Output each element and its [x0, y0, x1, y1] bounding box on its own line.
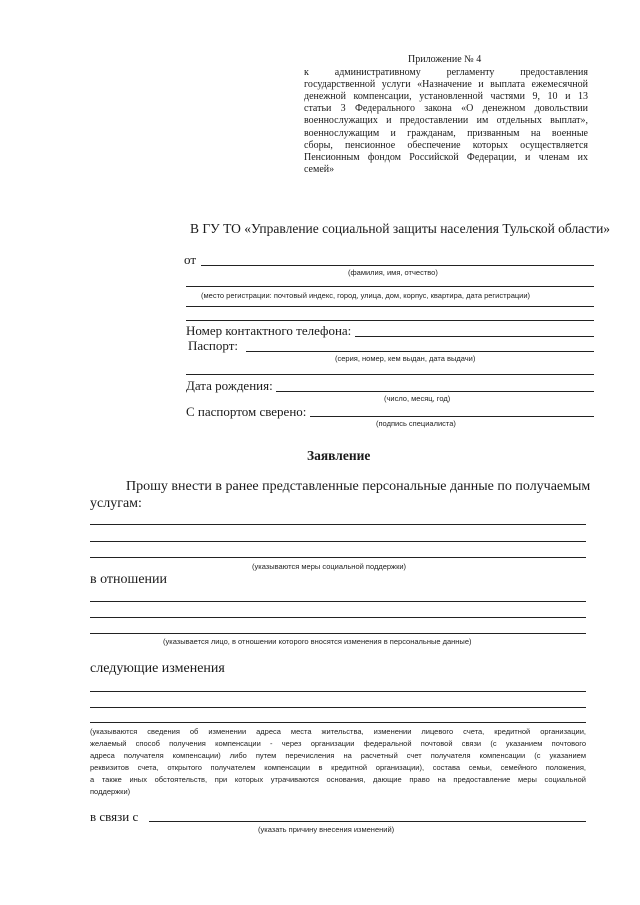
changes-caption-line: а также иных обстоятельств, при которых утрачиваются основания, дающие право на предоставление меры социальной	[90, 775, 586, 784]
changes-caption-line: (указываются сведения об изменении адреса места жительства, изменении лицевого счета, кредитной организации,	[90, 727, 586, 736]
verified-label: С паспортом сверено:	[186, 404, 307, 419]
birth-label: Дата рождения:	[186, 378, 273, 393]
verified-caption: (подпись специалиста)	[376, 419, 456, 428]
phone-field-line[interactable]	[355, 336, 594, 337]
statement-title: Заявление	[307, 448, 371, 463]
changes-field-line[interactable]	[90, 691, 586, 692]
appendix-line: государственной услуги «Назначение и выплата ежемесячной	[304, 79, 588, 90]
passport-caption: (серия, номер, кем выдан, дата выдачи)	[335, 354, 476, 363]
changes-field-line[interactable]	[90, 707, 586, 708]
regarding-caption: (указывается лицо, в отношении которого вносятся изменения в персональные данные)	[163, 637, 472, 646]
address-field-line[interactable]	[186, 306, 594, 307]
changes-caption-line: реквизитов счета, открытого получателем компенсации в кредитной организации), состава семьи, семейного положения,	[90, 763, 586, 772]
fio-caption: (фамилия, имя, отчество)	[348, 268, 438, 277]
services-field-line[interactable]	[90, 541, 586, 542]
birth-caption: (число, месяц, год)	[384, 394, 451, 403]
services-caption: (указываются меры социальной поддержки)	[252, 562, 407, 571]
fio-field-line[interactable]	[201, 265, 594, 266]
changes-field-line[interactable]	[90, 722, 586, 723]
regarding-label: в отношении	[90, 572, 168, 587]
appendix-line: денежной компенсации, установленной частями 9, 10 и 13	[304, 91, 588, 102]
address-caption: (место регистрации: почтовый индекс, город, улица, дом, корпус, квартира, дата регистрации)	[201, 291, 531, 300]
regarding-field-line[interactable]	[90, 633, 586, 634]
changes-caption-line: поддержки)	[90, 787, 131, 796]
services-field-line[interactable]	[90, 557, 586, 558]
address-field-line-2[interactable]	[186, 320, 594, 321]
passport-field-line-2[interactable]	[186, 374, 594, 375]
appendix-line: военнослужащим и гражданам, призванным на военные	[304, 128, 588, 139]
appendix-line: к административному регламенту предоставления	[304, 67, 588, 78]
appendix-line: семей»	[304, 164, 335, 175]
changes-label: следующие изменения	[90, 661, 225, 676]
reason-caption: (указать причину внесения изменений)	[258, 825, 395, 834]
appendix-line: Пенсионным фондом Российской Федерации, и членам их	[304, 152, 588, 163]
addressee: В ГУ ТО «Управление социальной защиты населения Тульской области»	[190, 221, 611, 236]
regarding-field-line[interactable]	[90, 601, 586, 602]
reason-label: в связи с	[90, 809, 139, 824]
passport-field-line[interactable]	[246, 351, 594, 352]
from-label: от	[184, 252, 197, 267]
changes-caption-line: желаемый способ получения компенсации - через организации федеральной почтовой связи (с указанием почтового	[90, 739, 586, 748]
request-line-2: услугам:	[90, 496, 142, 511]
passport-label: Паспорт:	[188, 338, 239, 353]
request-line-1: Прошу внести в ранее представленные персональные данные по получаемым	[126, 479, 591, 494]
appendix-line: статьи 3 Федерального закона «О денежном довольствии	[304, 103, 588, 114]
services-field-line[interactable]	[90, 524, 586, 525]
regarding-field-line[interactable]	[90, 617, 586, 618]
appendix-line: сборы, пенсионное обеспечение которых осуществляется	[304, 140, 588, 151]
phone-label: Номер контактного телефона:	[186, 323, 352, 338]
birth-field-line[interactable]	[276, 391, 594, 392]
fio-field-line-2[interactable]	[186, 286, 594, 287]
changes-caption-line: адреса получателя компенсации) либо путем перечисления на расчетный счет получателя компенсации (с указанием	[90, 751, 586, 760]
verified-field-line[interactable]	[310, 416, 594, 417]
reason-field-line[interactable]	[149, 821, 586, 822]
appendix-line: военнослужащих и предоставлении им отдельных выплат»,	[304, 115, 588, 126]
appendix-title: Приложение № 4	[408, 54, 482, 65]
